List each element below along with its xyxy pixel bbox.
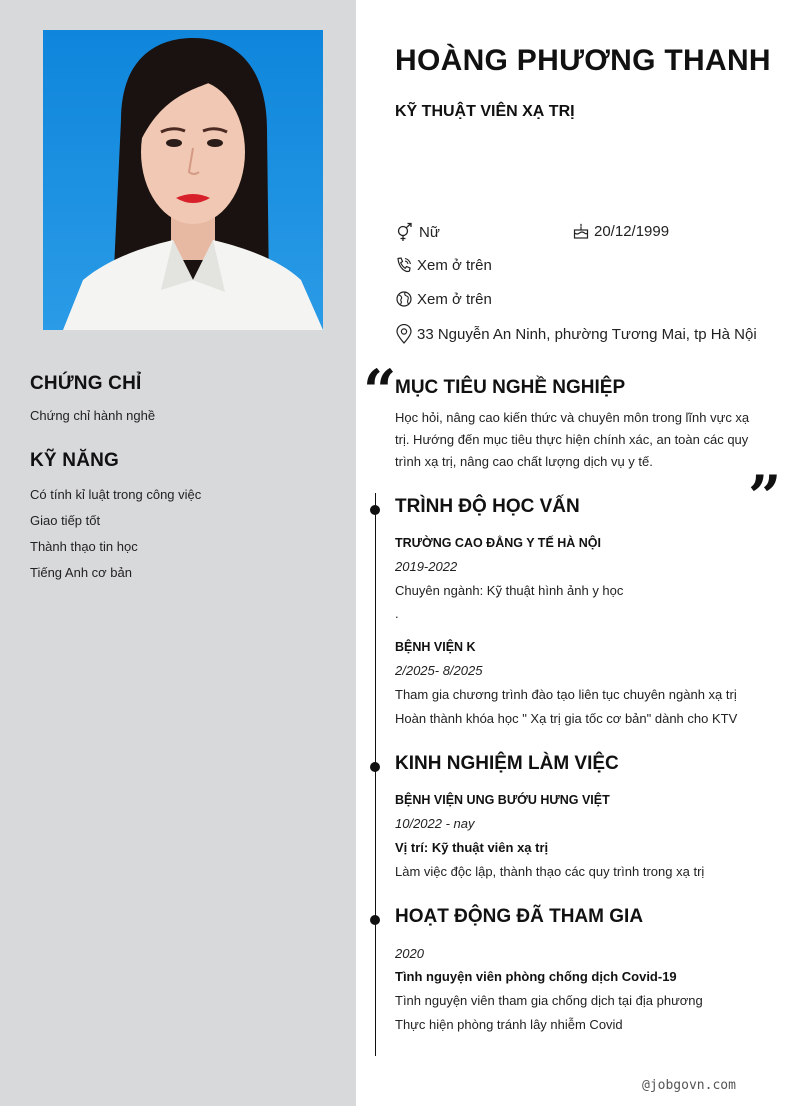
gender-value: Nữ [419, 223, 440, 241]
activity-period: 2020 [395, 946, 424, 961]
gender-row [395, 222, 440, 242]
skill-item: Thành thạo tin học [30, 539, 138, 554]
experience-title: KINH NGHIỆM LÀM VIỆC [395, 753, 619, 774]
activity-detail: Tình nguyện viên tham gia chống dịch tại địa phương [395, 993, 703, 1008]
skill-item: Giao tiếp tốt [30, 513, 101, 528]
experience-detail: Làm việc độc lập, thành thạo các quy trình trong xạ trị [395, 864, 705, 879]
education-detail: Chuyên ngành: Kỹ thuật hình ảnh y học [395, 583, 624, 598]
job-title: KỸ THUẬT VIÊN XẠ TRỊ [395, 103, 575, 120]
skills-title: KỸ NĂNG [30, 450, 120, 471]
candidate-name: HOÀNG PHƯƠNG THANH [395, 44, 771, 77]
globe-icon [395, 290, 413, 308]
timeline-dot [370, 762, 380, 772]
objective-title: MỤC TIÊU NGHỀ NGHIỆP [395, 377, 626, 398]
birthdate-value: 20/12/1999 [594, 222, 670, 240]
education-detail: . [395, 606, 399, 621]
certificate-item: Chứng chỉ hành nghề [30, 408, 156, 423]
open-quote-icon: “ [363, 357, 397, 425]
website-value[interactable]: Xem ở trên [417, 290, 492, 308]
education-title: TRÌNH ĐỘ HỌC VẤN [395, 496, 580, 517]
education-org: TRƯỜNG CAO ĐẲNG Y TẾ HÀ NỘI [395, 536, 601, 550]
timeline-line [375, 493, 376, 1056]
education-period: 2019-2022 [395, 559, 458, 574]
activity-detail: Thực hiện phòng tránh lây nhiễm Covid [395, 1017, 623, 1032]
education-period: 2/2025- 8/2025 [395, 663, 483, 678]
certificates-title: CHỨNG CHỈ [30, 373, 142, 394]
watermark: @jobgovn.com [642, 1078, 736, 1093]
timeline-dot [370, 505, 380, 515]
experience-position: Vị trí: Kỹ thuật viên xạ trị [395, 840, 549, 855]
address-row [395, 324, 757, 344]
cake-icon [572, 222, 590, 240]
objective-text: Học hỏi, nâng cao kiến thức và chuyên môn trong lĩnh vực xạ trị. Hướng đến mục tiêu thực hiện chính xác, an toàn các quy trình xạ trị, nâng cao chất lượng dịch vụ y tế. [395, 410, 750, 469]
phone-value[interactable]: Xem ở trên [417, 256, 492, 274]
profile-photo [43, 30, 323, 330]
address-value: 33 Nguyễn An Ninh, phường Tương Mai, tp Hà Nội [417, 325, 757, 343]
sidebar [0, 0, 356, 1106]
experience-org: BỆNH VIỆN UNG BƯỚU HƯNG VIỆT [395, 793, 610, 807]
phone-icon [395, 256, 413, 274]
gender-icon [395, 222, 415, 242]
website-row [395, 290, 492, 308]
phone-row [395, 256, 492, 274]
close-quote-icon: ” [748, 463, 782, 531]
education-detail: Hoàn thành khóa học " Xạ trị gia tốc cơ bản" dành cho KTV [395, 711, 738, 726]
map-pin-icon [395, 324, 413, 344]
education-detail: Tham gia chương trình đào tạo liên tục chuyên ngành xạ trị [395, 687, 737, 702]
skill-item: Tiếng Anh cơ bản [30, 565, 133, 580]
birthdate-row [572, 222, 669, 240]
activities-title: HOẠT ĐỘNG ĐÃ THAM GIA [395, 906, 644, 927]
experience-period: 10/2022 - nay [395, 816, 475, 831]
skill-item: Có tính kỉ luật trong công việc [30, 487, 202, 502]
activity-name: Tình nguyện viên phòng chống dịch Covid-19 [395, 969, 677, 984]
education-org: BỆNH VIỆN K [395, 640, 476, 654]
timeline-dot [370, 915, 380, 925]
